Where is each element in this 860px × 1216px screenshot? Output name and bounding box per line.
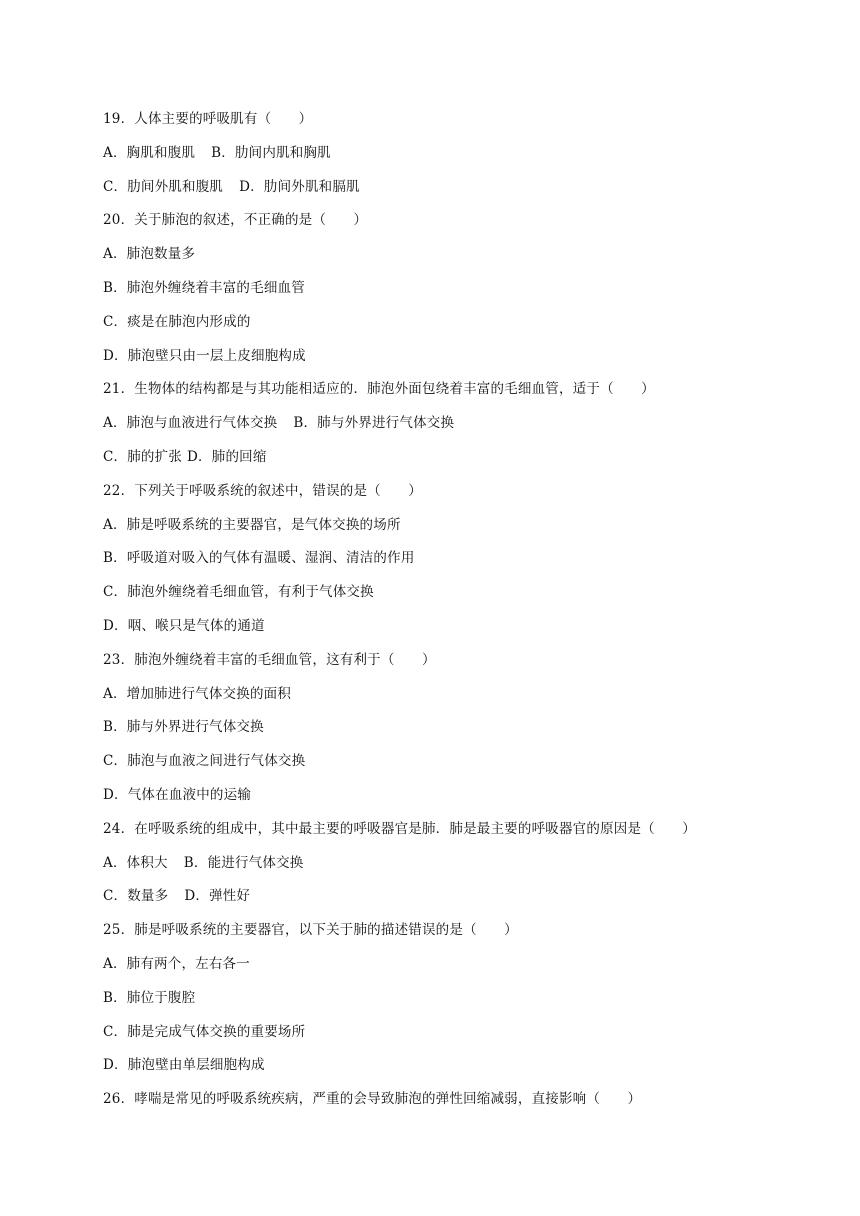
option-row	[103, 852, 803, 886]
option: B．能进行气体交换	[183, 854, 304, 871]
option: B．肺与外界进行气体交换	[103, 719, 264, 736]
option: B．呼吸道对吸入的气体有温暖、湿润、清洁的作用	[103, 550, 415, 567]
option: D．肋间外肌和膈肌	[239, 178, 360, 195]
option: B．肺位于腹腔	[103, 989, 196, 1006]
option: A．肺泡与血液进行气体交换	[103, 415, 278, 432]
option: C．肺的扩张	[103, 448, 183, 465]
option: B．肺泡外缠绕着丰富的毛细血管	[103, 279, 305, 296]
option: D．肺泡壁只由一层上皮细胞构成	[103, 347, 306, 364]
question-stem: 19．人体主要的呼吸肌有（ ）	[103, 111, 313, 127]
option: C．痰是在肺泡内形成的	[103, 313, 251, 330]
question-stem: 25．肺是呼吸系统的主要器官，以下关于肺的描述错误的是（ ）	[103, 922, 518, 939]
option: D．气体在血液中的运输	[103, 786, 252, 803]
option: A．肺有两个，左右各一	[103, 955, 250, 972]
option: A．增加肺进行气体交换的面积	[103, 685, 292, 702]
option: D．肺泡壁由单层细胞构成	[103, 1057, 265, 1074]
option: B．肺与外界进行气体交换	[293, 415, 455, 432]
option-row	[103, 446, 803, 480]
option-row	[103, 885, 803, 919]
option: C．肋间外肌和腹肌	[103, 178, 224, 195]
option: D．咽、喉只是气体的通道	[103, 617, 265, 634]
option: A．肺泡数量多	[103, 246, 196, 263]
option: A．胸肌和腹肌	[103, 144, 196, 161]
question-stem: 20．关于肺泡的叙述，不正确的是（ ）	[103, 212, 368, 229]
question-stem: 23．肺泡外缠绕着丰富的毛细血管，这有利于（ ）	[103, 651, 436, 668]
option: C．肺是完成气体交换的重要场所	[103, 1023, 306, 1040]
question-stem: 26．哮喘是常见的呼吸系统疾病，严重的会导致肺泡的弹性回缩减弱，直接影响（ ）	[103, 1091, 642, 1108]
document-page	[103, 108, 803, 1122]
option-row	[103, 142, 803, 176]
question-stem: 24．在呼吸系统的组成中，其中最主要的呼吸器官是肺．肺是最主要的呼吸器官的原因是（ ）	[103, 820, 696, 837]
option: B．肋间内肌和胸肌	[211, 144, 331, 161]
option: C．肺泡外缠绕着毛细血管，有利于气体交换	[103, 584, 374, 601]
question-stem: 22．下列关于呼吸系统的叙述中，错误的是（ ）	[103, 482, 422, 499]
option: A．肺是呼吸系统的主要器官，是气体交换的场所	[103, 516, 401, 533]
option-row	[103, 412, 803, 446]
option: D．肺的回缩	[187, 448, 267, 465]
option: C．数量多	[103, 888, 169, 905]
option: D．弹性好	[184, 888, 251, 905]
option-row	[103, 176, 803, 210]
question-stem: 21．生物体的结构都是与其功能相适应的．肺泡外面包绕着丰富的毛细血管，适于（ ）	[103, 381, 655, 398]
option: A．体积大	[103, 854, 168, 871]
option: C．肺泡与血液之间进行气体交换	[103, 753, 306, 770]
